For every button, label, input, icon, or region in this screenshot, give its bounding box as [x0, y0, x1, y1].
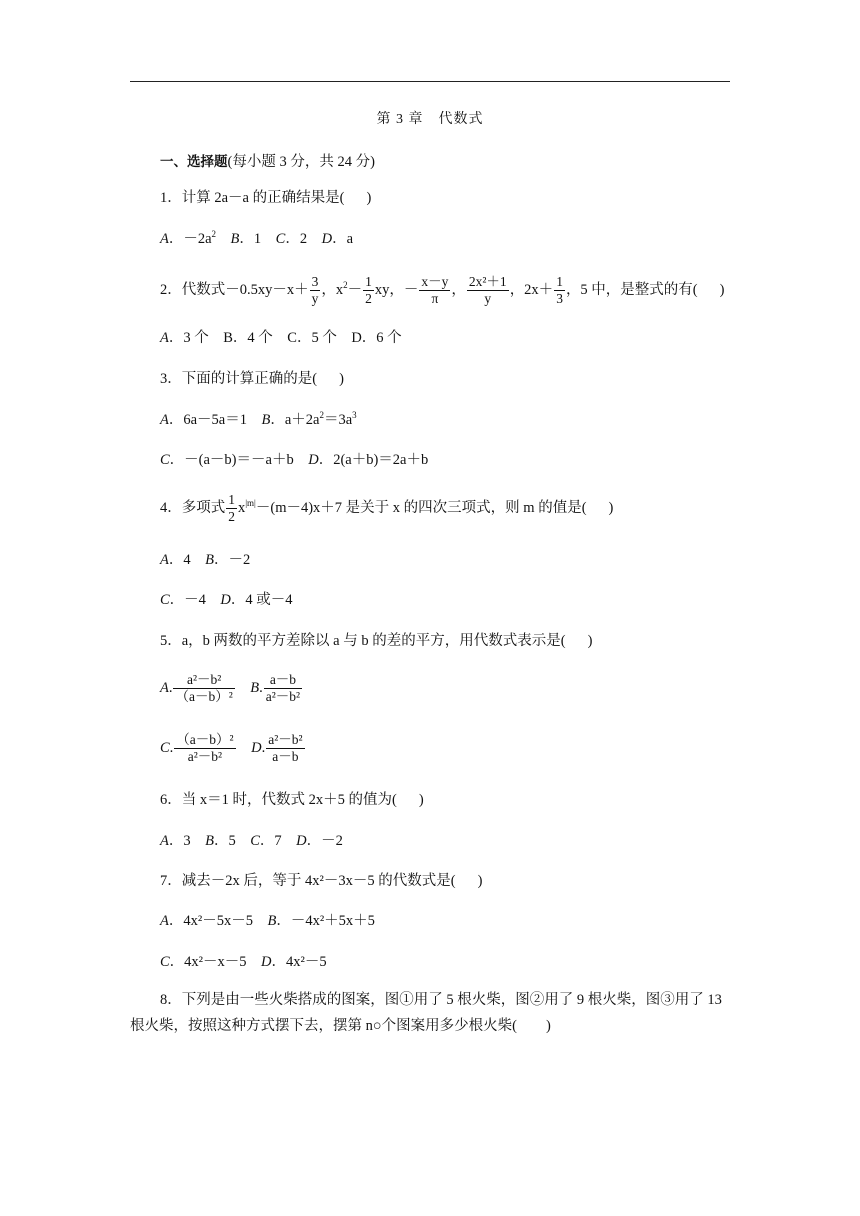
- header-rule: [130, 81, 730, 82]
- fraction: $\frac{a-b}{\text{a²－b²}}$: [265, 672, 301, 705]
- section-score: (每小题 3 分，共 24 分): [227, 154, 375, 170]
- question-5: 5．a，b 两数的平方差除以 a 与 b 的差的平方，用代数式表示是( ): [160, 633, 593, 649]
- section-label: 一、选择题: [160, 154, 228, 170]
- fraction: $\frac{1}{2}$: [365, 274, 372, 307]
- fraction: $\frac{\text{a²－b²}}{\text{（a－b）²}}$: [175, 672, 233, 705]
- question-4-options-ab: A．4 B．－2: [160, 552, 251, 568]
- question-3-options-cd: C．－(a－b)＝－a＋b D．2(a＋b)＝2a＋b: [160, 452, 429, 468]
- question-1: 1．计算 2a－a 的正确结果是( ): [160, 190, 372, 206]
- question-8: 8．下列是由一些火柴搭成的图案，图①用了 5 根火柴，图②用了 9 根火柴，图③用了 13 根火柴，按照这种方式摆下去，摆第 n○个图案用多少根火柴( ): [130, 992, 722, 1034]
- fraction: $\frac{\text{a²－b²}}{a-b}$: [268, 732, 303, 765]
- question-7: 7．减去－2x 后，等于 4x²－3x－5 的代数式是( ): [160, 873, 483, 889]
- fraction: $\frac{3}{y}$: [311, 274, 319, 307]
- fraction: $\frac{\text{（a－b）²}}{\text{a²－b²}}$: [176, 732, 234, 765]
- question-4-options-cd: C．－4 D．4 或－4: [160, 592, 293, 608]
- question-2: 2．代数式－0.5xy－x＋ $\frac{3}{y}$ ，$x^2-$ $\frac{1}{2}$ xy，－ $\frac{x-y}{\pi}$ ， $\frac{\text{2x²＋1}}{y}$ ，2x＋ $\frac{1}{3}$ ，5 中，是整式的有( ): [160, 274, 725, 307]
- question-2-options: A．3 个 B．4 个 C．5 个 D．6 个: [160, 330, 402, 346]
- section-heading: [160, 150, 375, 171]
- question-5-options-ab: A. $\frac{\text{a²－b²}}{\text{（a－b）²}}$ B. $\frac{a-b}{\text{a²－b²}}$: [160, 672, 301, 705]
- question-3: 3．下面的计算正确的是( ): [160, 371, 344, 387]
- question-1-options: A．$-2a^2$ B．1 C．2 D．a: [160, 229, 353, 247]
- question-7-options-cd: C．4x²－x－5 D．4x²－5: [160, 954, 327, 970]
- question-5-options-cd: C. $\frac{\text{（a－b）²}}{\text{a²－b²}}$ D. $\frac{\text{a²－b²}}{a-b}$: [160, 732, 303, 765]
- question-4: 4．多项式 $\frac{1}{2}$ $x^{|m|}-(m-4)x+7$ 是关于 x 的四次三项式，则 m 的值是( ): [160, 492, 614, 525]
- fraction: $\frac{x-y}{\pi}$: [421, 274, 449, 307]
- question-7-options-ab: A．4x²－5x－5 B．－4x²＋5x＋5: [160, 913, 375, 929]
- fraction: $\frac{\text{2x²＋1}}{y}$: [468, 274, 507, 307]
- question-6: 6．当 x＝1 时，代数式 2x＋5 的值为( ): [160, 792, 424, 808]
- question-3-options-ab: A．6a－5a＝1 B．$a+2a^2=3a^3$: [160, 410, 357, 428]
- fraction: $\frac{1}{2}$: [228, 492, 235, 525]
- page-title: 第 3 章 代数式: [376, 112, 484, 127]
- question-6-options: A．3 B．5 C．7 D．－2: [160, 833, 343, 849]
- fraction: $\frac{1}{3}$: [556, 274, 563, 307]
